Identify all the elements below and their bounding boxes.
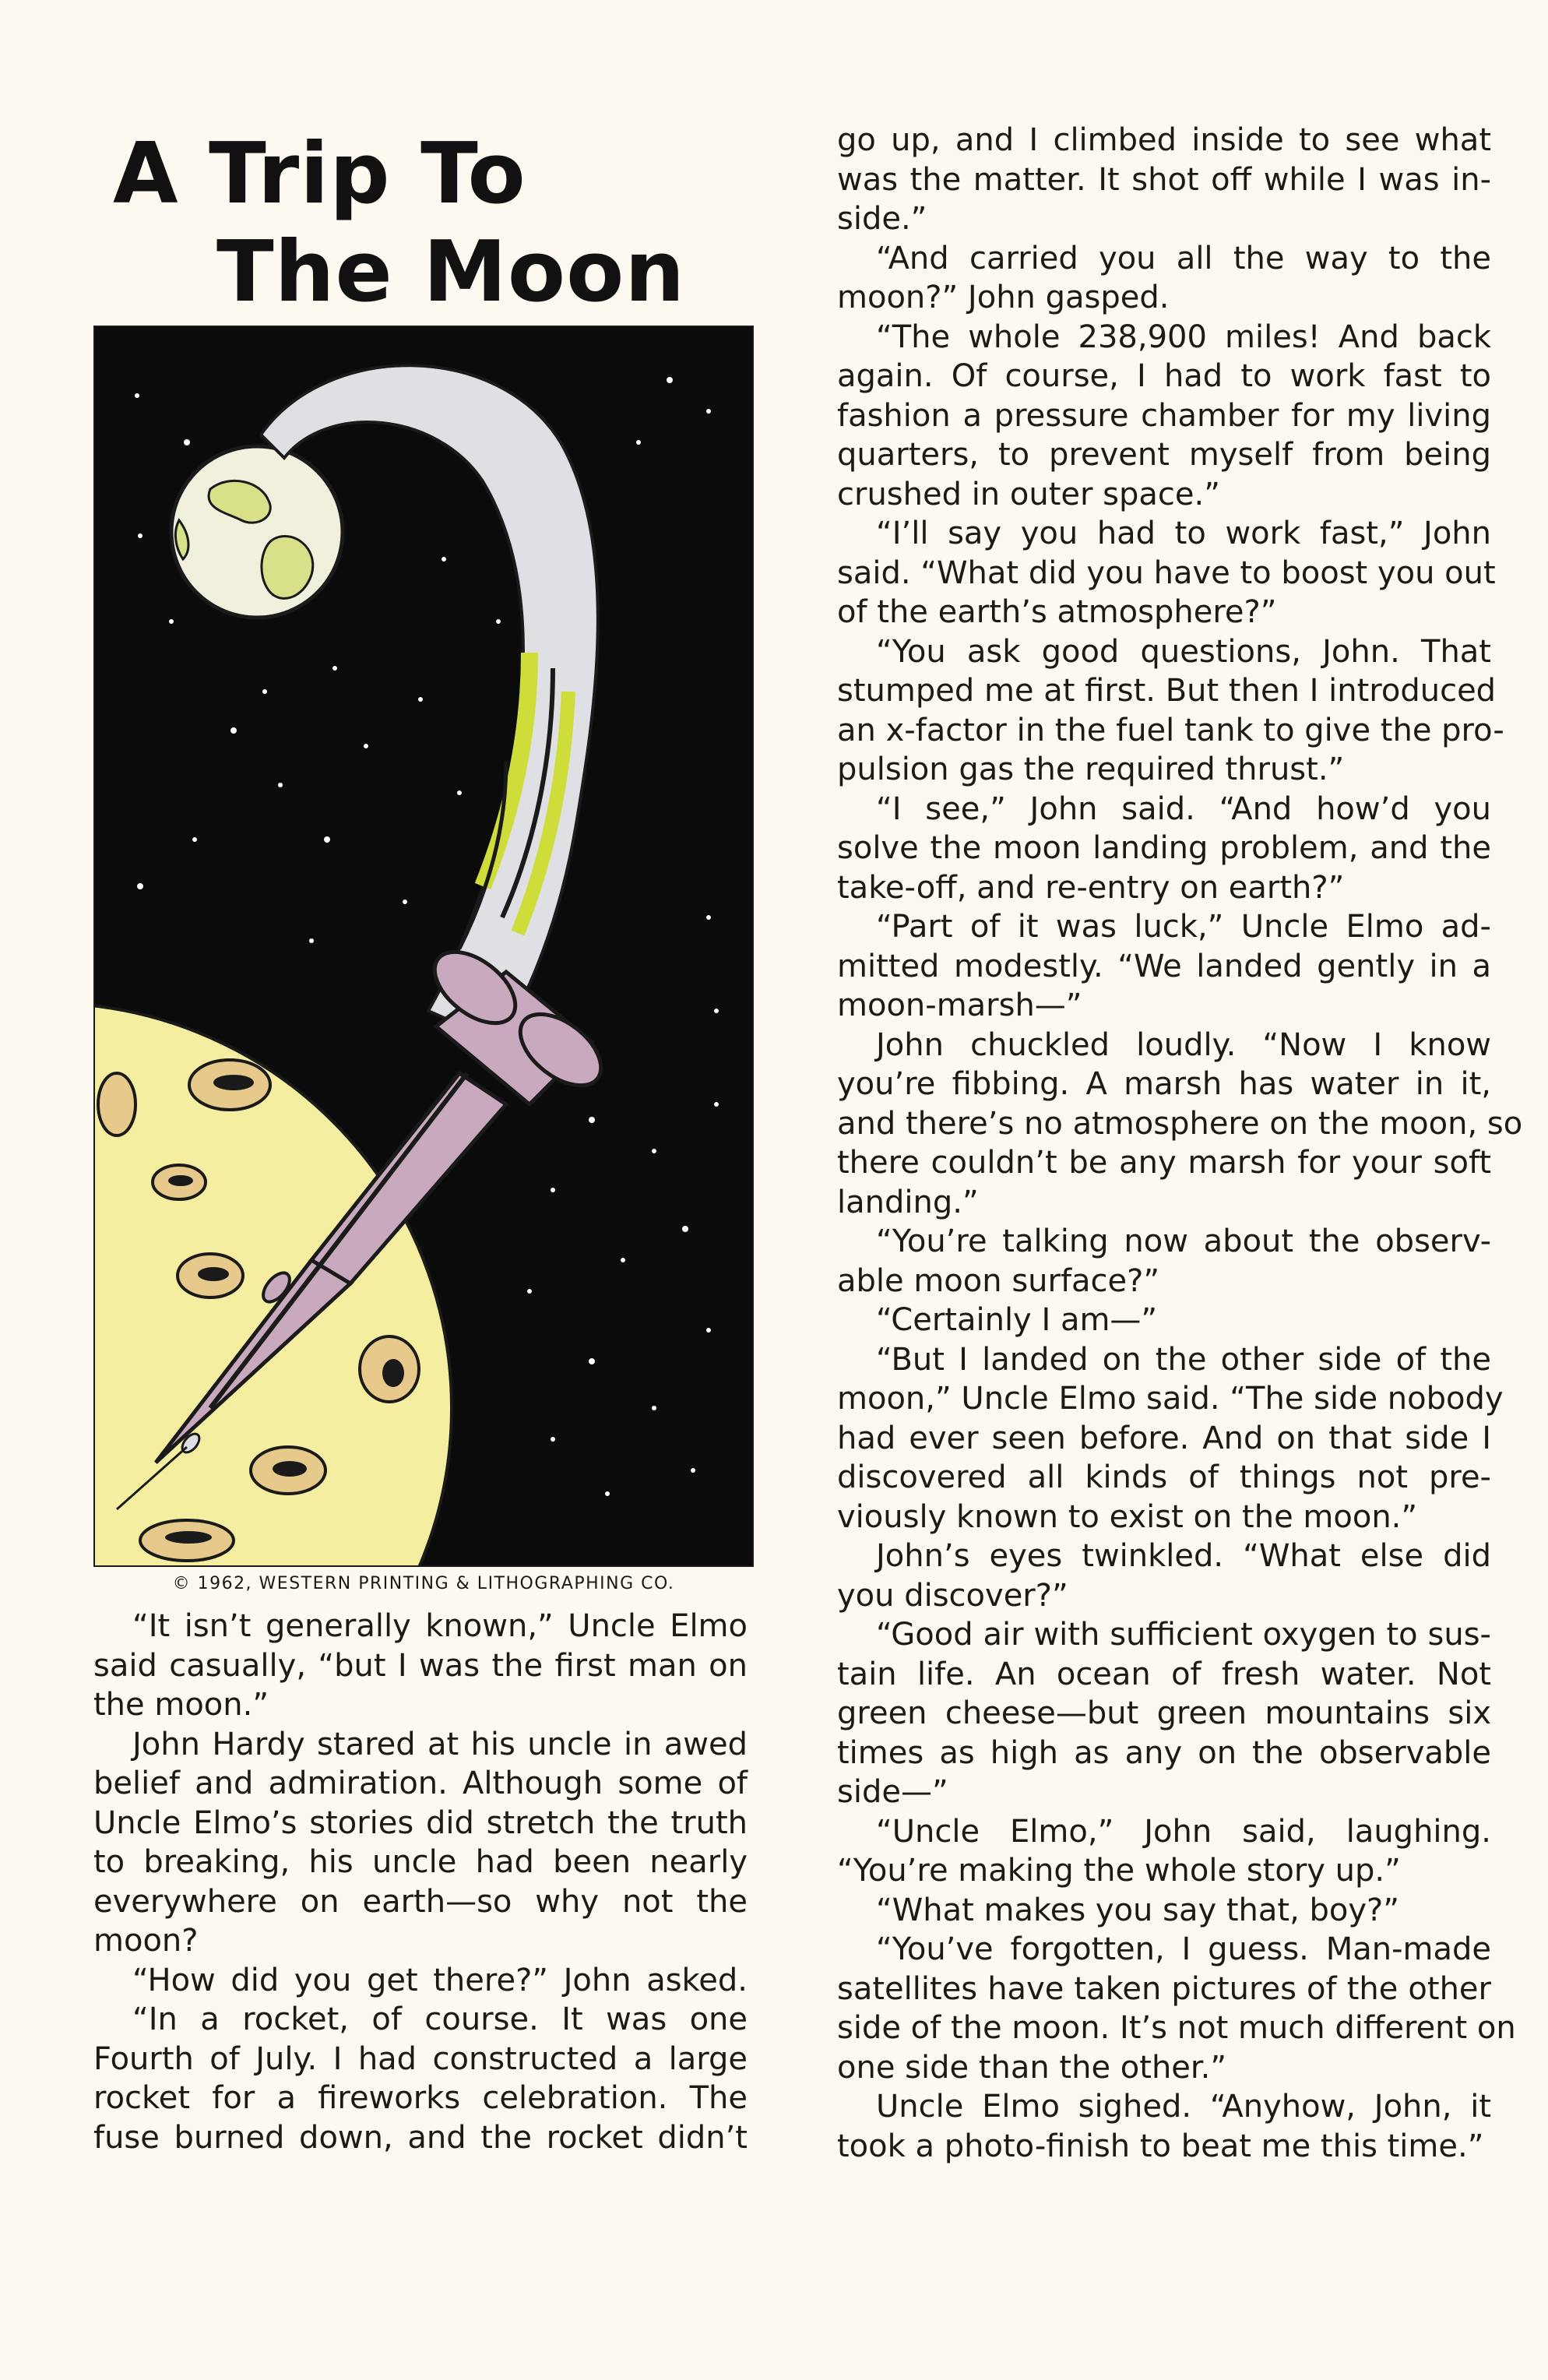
text-line: “You ask good questions, John. That xyxy=(876,633,1491,670)
text-line: fashion a pressure chamber for my living xyxy=(837,397,1491,434)
text-line: “What makes you say that, boy?” xyxy=(876,1892,1400,1928)
text-line: everywhere on earth—so why not the xyxy=(93,1883,748,1920)
text-line: John chuckled loudly. “Now I know xyxy=(876,1026,1491,1063)
story-title-line-2: The Moon xyxy=(216,224,686,321)
text-line: Uncle Elmo’s stories did stretch the truth xyxy=(93,1804,748,1841)
text-line: you discover?” xyxy=(837,1577,1068,1614)
text-line: discovered all kinds of things not pre- xyxy=(837,1459,1491,1495)
text-line: Fourth of July. I had constructed a large xyxy=(93,2040,748,2077)
text-line: able moon surface?” xyxy=(837,1262,1160,1299)
text-line: belief and admiration. Although some of xyxy=(93,1766,748,1801)
text-line: quarters, to prevent myself from being xyxy=(837,437,1491,473)
text-line: an x-factor in the fuel tank to give the pro- xyxy=(837,712,1504,748)
text-line: “Certainly I am—” xyxy=(876,1302,1158,1338)
text-line: said casually, “but I was the first man on xyxy=(93,1647,748,1684)
text-line: pulsion gas the required thrust.” xyxy=(837,752,1345,787)
text-line: was the matter. It shot off while I was in- xyxy=(837,161,1491,198)
text-line: “And carried you all the way to the xyxy=(876,240,1491,276)
text-line: again. Of course, I had to work fast to xyxy=(837,358,1491,394)
text-line: fuse burned down, and the rocket didn’t xyxy=(93,2119,748,2156)
text-line: had ever seen before. And on that side I xyxy=(837,1420,1491,1456)
text-line: of the earth’s atmosphere?” xyxy=(837,594,1277,630)
text-line: rocket for a fireworks celebration. The xyxy=(93,2080,748,2116)
text-line: you’re fibbing. A marsh has water in it, xyxy=(837,1066,1491,1102)
text-line: moon,” Uncle Elmo said. “The side nobody xyxy=(837,1381,1504,1417)
text-line: and there’s no atmosphere on the moon, so xyxy=(837,1105,1523,1142)
text-line: said. “What did you have to boost you out xyxy=(837,555,1496,591)
text-line: “The whole 238,900 miles! And back xyxy=(876,319,1491,355)
text-line: “But I landed on the other side of the xyxy=(876,1341,1491,1378)
text-line: “Good air with sufficient oxygen to sus- xyxy=(876,1617,1491,1653)
text-line: green cheese—but green mountains six xyxy=(837,1695,1491,1731)
text-line: “You’re making the whole story up.” xyxy=(837,1853,1401,1889)
text-line: “It isn’t generally known,” Uncle Elmo xyxy=(132,1608,748,1644)
text-line: landing.” xyxy=(837,1184,979,1220)
text-line: there couldn’t be any marsh for your soft xyxy=(837,1145,1491,1181)
text-line: moon-marsh—” xyxy=(837,988,1082,1023)
text-line: moon?” John gasped. xyxy=(837,280,1170,315)
text-line: stumped me at first. But then I introduced xyxy=(837,673,1497,709)
text-line: “You’re talking now about the observ- xyxy=(876,1223,1491,1259)
text-line: times as high as any on the observable xyxy=(837,1734,1491,1771)
rocket-moon-illustration xyxy=(93,326,754,1567)
earth xyxy=(171,446,343,618)
text-line: “How did you get there?” John asked. xyxy=(132,1962,748,1998)
text-line: moon? xyxy=(93,1923,199,1959)
text-line: solve the moon landing problem, and the xyxy=(837,830,1491,866)
text-line: go up, and I climbed inside to see what xyxy=(837,122,1491,158)
text-line: crushed in outer space.” xyxy=(837,476,1220,512)
text-line: John’s eyes twinkled. “What else did xyxy=(876,1538,1491,1574)
text-line: mitted modestly. “We landed gently in a xyxy=(837,948,1491,984)
text-line: satellites have taken pictures of the other xyxy=(837,1970,1491,2007)
text-line: take-off, and re-entry on earth?” xyxy=(837,869,1345,906)
text-line: took a photo-finish to beat me this time.” xyxy=(837,2128,1484,2164)
text-line: to breaking, his uncle had been nearly xyxy=(93,1844,748,1880)
story-text-left-column xyxy=(93,1607,748,2157)
text-line: “Part of it was luck,” Uncle Elmo ad- xyxy=(876,909,1491,945)
text-line: the moon.” xyxy=(93,1687,269,1723)
text-line: “I’ll say you had to work fast,” John xyxy=(876,516,1491,551)
text-line: “I see,” John said. “And how’d you xyxy=(876,790,1491,827)
text-line: side.” xyxy=(837,201,927,237)
text-line: tain life. An ocean of fresh water. Not xyxy=(837,1656,1491,1692)
text-line: one side than the other.” xyxy=(837,2049,1227,2086)
text-line: “In a rocket, of course. It was one xyxy=(132,2002,748,2037)
text-line: John Hardy stared at his uncle in awed xyxy=(132,1726,748,1762)
story-text-right-column xyxy=(837,121,1523,2166)
text-line: “You’ve forgotten, I guess. Man-made xyxy=(876,1931,1491,1967)
text-line: “Uncle Elmo,” John said, laughing. xyxy=(876,1813,1491,1850)
text-line: Uncle Elmo sighed. “Anyhow, John, it xyxy=(876,2089,1491,2125)
story-title-line-1: A Trip To xyxy=(113,125,526,223)
text-line: side of the moon. It’s not much different on xyxy=(837,2010,1516,2046)
text-line: viously known to exist on the moon.” xyxy=(837,1498,1418,1535)
copyright-notice: © 1962, WESTERN PRINTING & LITHOGRAPHING CO. xyxy=(172,1574,675,1593)
text-line: side—” xyxy=(837,1774,948,1810)
